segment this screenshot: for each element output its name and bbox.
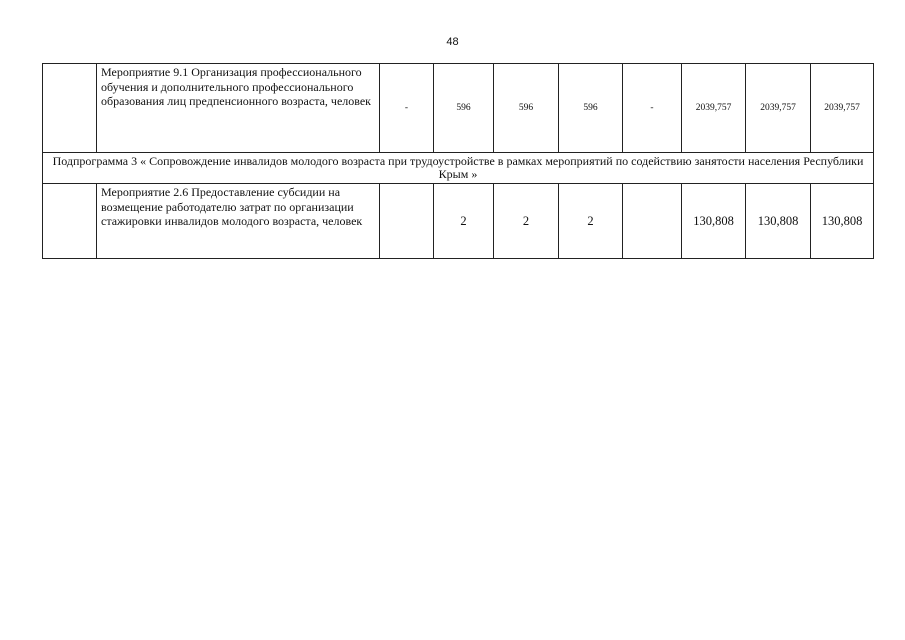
value-cell: 596 bbox=[434, 64, 494, 153]
value-cell: 596 bbox=[494, 64, 559, 153]
table-row-measure-9-1 bbox=[43, 64, 874, 153]
measure-description-cell: Мероприятие 9.1 Организация профессионального обучения и дополнительного профессионального образования лиц предпенсионного возраста, человек bbox=[97, 64, 380, 153]
table-row-measure-2-6 bbox=[43, 184, 874, 259]
value-cell: 2 bbox=[434, 184, 494, 259]
row-number-cell bbox=[43, 184, 97, 259]
page-number: 48 bbox=[446, 36, 459, 48]
value-cell: 2039,757 bbox=[811, 64, 874, 153]
value-cell: 130,808 bbox=[811, 184, 874, 259]
value-cell: 2039,757 bbox=[746, 64, 811, 153]
value-cell: - bbox=[623, 64, 682, 153]
row-number-cell bbox=[43, 64, 97, 153]
value-cell: 2 bbox=[494, 184, 559, 259]
table-row-subprogram-header bbox=[43, 153, 874, 184]
value-cell bbox=[623, 184, 682, 259]
value-cell: 130,808 bbox=[682, 184, 746, 259]
data-table bbox=[42, 63, 874, 259]
value-cell: 130,808 bbox=[746, 184, 811, 259]
value-cell: 2039,757 bbox=[682, 64, 746, 153]
measure-description-cell: Мероприятие 2.6 Предоставление субсидии на возмещение работодателю затрат по организации стажировки инвалидов молодого возраста, человек bbox=[97, 184, 380, 259]
value-cell: 2 bbox=[559, 184, 623, 259]
value-cell bbox=[380, 184, 434, 259]
value-cell: - bbox=[380, 64, 434, 153]
value-cell: 596 bbox=[559, 64, 623, 153]
subprogram-header-cell: Подпрограмма 3 « Сопровождение инвалидов молодого возраста при трудоустройстве в рамках мероприятий по содействию занятости населения Республики Крым » bbox=[43, 153, 874, 184]
